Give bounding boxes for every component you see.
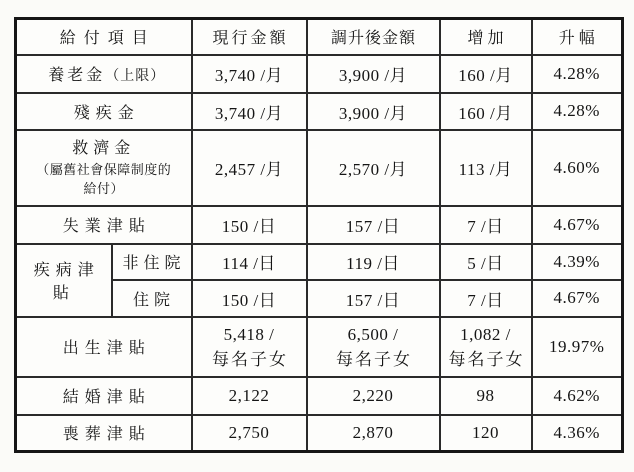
cell-item: 喪葬津貼 — [16, 415, 192, 452]
cell-adjusted: 2,870 — [307, 415, 440, 452]
cell-adjusted — [307, 317, 440, 377]
item-note-line1: （屬舊社會保障制度的 — [36, 161, 172, 177]
cell-adjusted: 157 /日 — [307, 280, 440, 317]
cell-item: 住院 — [112, 280, 192, 317]
cell-increase: 7 /日 — [440, 280, 532, 317]
header-row — [16, 19, 623, 55]
item-label-suffix: （上限） — [105, 69, 166, 84]
table-row — [16, 244, 623, 280]
amount-line1: 6,500 / — [347, 324, 399, 344]
col-header-increase: 增加 — [440, 19, 532, 55]
cell-current: 2,750 — [192, 415, 307, 452]
table-row — [16, 55, 623, 93]
cell-increase: 98 — [440, 377, 532, 415]
cell-increase: 113 /月 — [440, 130, 532, 206]
cell-adjusted: 2,570 /月 — [307, 130, 440, 206]
cell-item: 出生津貼 — [16, 317, 192, 377]
table-row — [16, 206, 623, 244]
cell-current: 150 /日 — [192, 280, 307, 317]
cell-item — [16, 130, 192, 206]
amount-line1: 1,082 / — [460, 324, 511, 344]
amount-line2: 每名子女 — [212, 349, 289, 369]
cell-adjusted: 119 /日 — [307, 244, 440, 280]
cell-increase: 160 /月 — [440, 93, 532, 130]
cell-pct: 4.39% — [532, 244, 623, 280]
amount-line1: 5,418 / — [223, 324, 275, 344]
table-row — [16, 317, 623, 377]
col-header-pct: 升幅 — [532, 19, 623, 55]
amount-line2: 每名子女 — [448, 349, 525, 369]
cell-item — [16, 55, 192, 93]
cell-pct: 4.60% — [532, 130, 623, 206]
cell-item: 結婚津貼 — [16, 377, 192, 415]
cell-adjusted: 2,220 — [307, 377, 440, 415]
cell-increase: 7 /日 — [440, 206, 532, 244]
cell-current: 3,740 /月 — [192, 93, 307, 130]
item-note-line2: 給付） — [83, 180, 125, 196]
amount-line2: 每名子女 — [336, 349, 413, 369]
cell-pct: 4.28% — [532, 55, 623, 93]
table-row — [16, 415, 623, 452]
cell-increase: 5 /日 — [440, 244, 532, 280]
table-row — [16, 377, 623, 415]
cell-current: 2,457 /月 — [192, 130, 307, 206]
cell-current — [192, 317, 307, 377]
cell-item: 失業津貼 — [16, 206, 192, 244]
table-row — [16, 130, 623, 206]
cell-increase: 160 /月 — [440, 55, 532, 93]
cell-pct: 4.67% — [532, 206, 623, 244]
item-label: 救濟金 — [72, 139, 136, 157]
cell-current: 3,740 /月 — [192, 55, 307, 93]
cell-adjusted: 3,900 /月 — [307, 93, 440, 130]
cell-increase: 120 — [440, 415, 532, 452]
item-label: 養老金 — [48, 67, 106, 84]
table-row — [16, 93, 623, 130]
cell-pct: 4.67% — [532, 280, 623, 317]
cell-item: 非住院 — [112, 244, 192, 280]
cell-group: 疾病津貼 — [16, 244, 112, 317]
col-header-current: 現行金額 — [192, 19, 307, 55]
col-header-adjusted: 調升後金額 — [307, 19, 440, 55]
cell-increase — [440, 317, 532, 377]
cell-current: 150 /日 — [192, 206, 307, 244]
cell-adjusted: 3,900 /月 — [307, 55, 440, 93]
cell-pct: 4.36% — [532, 415, 623, 452]
cell-item: 殘疾金 — [16, 93, 192, 130]
col-header-item: 給付項目 — [16, 19, 192, 55]
cell-pct: 4.28% — [532, 93, 623, 130]
cell-pct: 19.97% — [532, 317, 623, 377]
cell-adjusted: 157 /日 — [307, 206, 440, 244]
cell-current: 114 /日 — [192, 244, 307, 280]
cell-current: 2,122 — [192, 377, 307, 415]
cell-pct: 4.62% — [532, 377, 623, 415]
benefits-table — [14, 17, 624, 453]
